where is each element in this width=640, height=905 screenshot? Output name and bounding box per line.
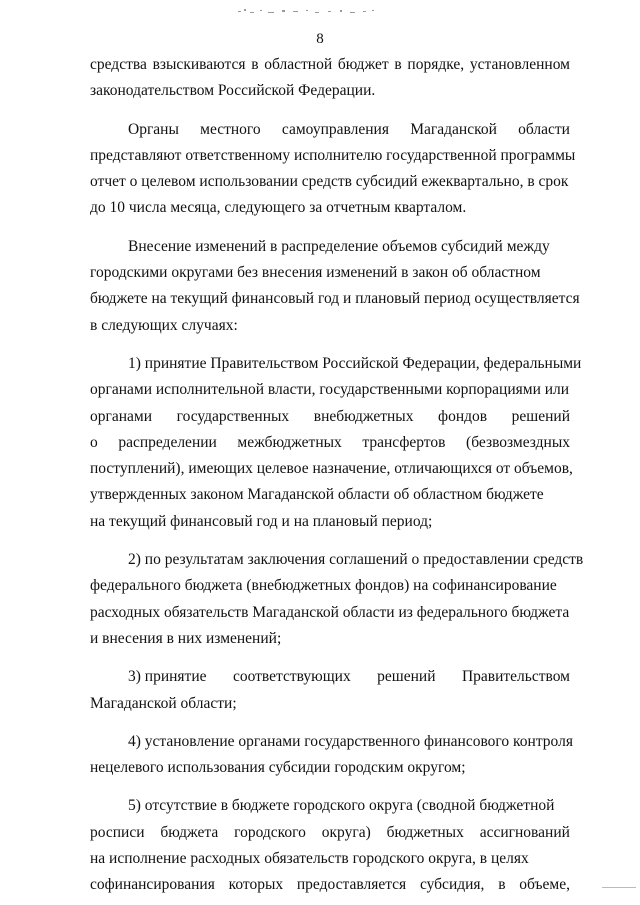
text-line: в следующих случаях:	[90, 316, 238, 334]
text-line: до 10 числа месяца, следующего за отчетным кварталом.	[90, 199, 467, 217]
word: фондов	[438, 407, 488, 425]
text-line: законодательством Российской Федерации.	[90, 82, 376, 100]
text-line: поступлений), имеющих целевое назначение, отличающихся от объемов,	[90, 460, 573, 478]
scan-mark	[602, 885, 636, 891]
word: предоставляется	[296, 876, 407, 894]
text-line: 2) по результатам заключения соглашений о предоставлении средств	[128, 551, 584, 569]
word: областной	[264, 56, 333, 73]
text-line: отчет о целевом использовании средств субсидий ежеквартально, в срок	[90, 173, 569, 191]
text-line	[90, 664, 570, 690]
text-line	[90, 430, 570, 456]
word: бюджетных	[386, 823, 464, 841]
word: софинансирования	[90, 876, 215, 894]
text-line: расходных обязательств Магаданской области из федерального бюджета	[90, 603, 570, 621]
word: государственных	[176, 407, 290, 425]
word: трансфертов	[362, 433, 446, 451]
text-line	[90, 117, 570, 143]
text-line: Внесение изменений в распределение объемов субсидий между	[128, 237, 550, 255]
text-line: представляют ответственному исполнителю государственной программы	[90, 146, 576, 164]
text-line: 5) отсутствие в бюджете городского округа (сводной бюджетной	[128, 797, 555, 815]
text-line: на текущий финансовый год и на плановый период;	[90, 512, 433, 530]
word: округа)	[321, 823, 371, 841]
text-line: и внесения в них изменений;	[90, 629, 282, 647]
word: Правительством	[461, 668, 570, 686]
page-number: 8	[316, 31, 324, 47]
word: взыскиваются	[152, 56, 246, 73]
word: Органы	[128, 120, 179, 138]
text-line: нецелевого использования субсидии городским округом;	[90, 759, 466, 777]
word: Магаданской	[410, 120, 497, 138]
word: ассигнований	[479, 823, 570, 841]
word: решений	[511, 407, 570, 425]
text-line: утвержденных законом Магаданской области об областном бюджете	[90, 486, 544, 504]
word: (безвозмездных	[466, 433, 570, 451]
text-line	[90, 872, 570, 898]
word: самоуправления	[281, 120, 389, 138]
word: которых	[228, 876, 284, 894]
word: бюджета	[160, 823, 219, 841]
text-line: 1) принятие Правительством Российской Федерации, федеральными	[128, 354, 582, 372]
word: объеме,	[519, 876, 570, 894]
word: внебюджетных	[313, 407, 414, 425]
word: межбюджетных	[237, 433, 342, 451]
word: области	[518, 120, 570, 138]
word: бюджет	[337, 56, 389, 73]
list-item-2	[90, 547, 584, 652]
text-line	[90, 52, 570, 78]
paragraph-changes	[90, 234, 580, 339]
word: в	[251, 56, 259, 73]
text-line: городскими округами без внесения изменений в закон об областном	[90, 264, 541, 282]
word: росписи	[90, 823, 145, 841]
word: в	[394, 56, 402, 73]
text-line: на исполнение расходных обязательств городского округа, в целях	[90, 850, 529, 868]
list-item-4	[90, 729, 573, 782]
text-line: федерального бюджета (внебюджетных фондов) на софинансирование	[90, 577, 557, 595]
list-item-3	[90, 664, 570, 717]
word: установленном	[469, 56, 570, 73]
paragraph-reporting	[90, 117, 576, 222]
word: о	[90, 433, 98, 451]
scan-noise	[238, 6, 378, 18]
text-line	[90, 404, 570, 430]
word: распределении	[118, 433, 217, 451]
word: средства	[90, 56, 147, 73]
word: местного	[200, 120, 261, 138]
text-line	[90, 820, 570, 846]
word: в	[498, 876, 506, 894]
word: городского	[234, 823, 306, 841]
word: субсидия,	[419, 876, 485, 894]
text-line: органами исполнительной власти, государственными корпорациями или	[90, 381, 570, 399]
word: органами	[90, 407, 153, 425]
word: соответствующих	[232, 668, 351, 686]
document-body	[90, 52, 584, 899]
word: 3) принятие	[128, 668, 207, 686]
text-line: 4) установление органами государственного финансового контроля	[128, 732, 573, 750]
word: решений	[377, 668, 436, 686]
list-item-1	[90, 351, 582, 535]
word: порядке,	[407, 56, 465, 73]
text-line: Магаданской области;	[90, 694, 237, 712]
paragraph-continuation	[90, 52, 570, 105]
list-item-5	[90, 793, 570, 898]
text-line: бюджете на текущий финансовый год и плановый период осуществляется	[90, 290, 580, 308]
